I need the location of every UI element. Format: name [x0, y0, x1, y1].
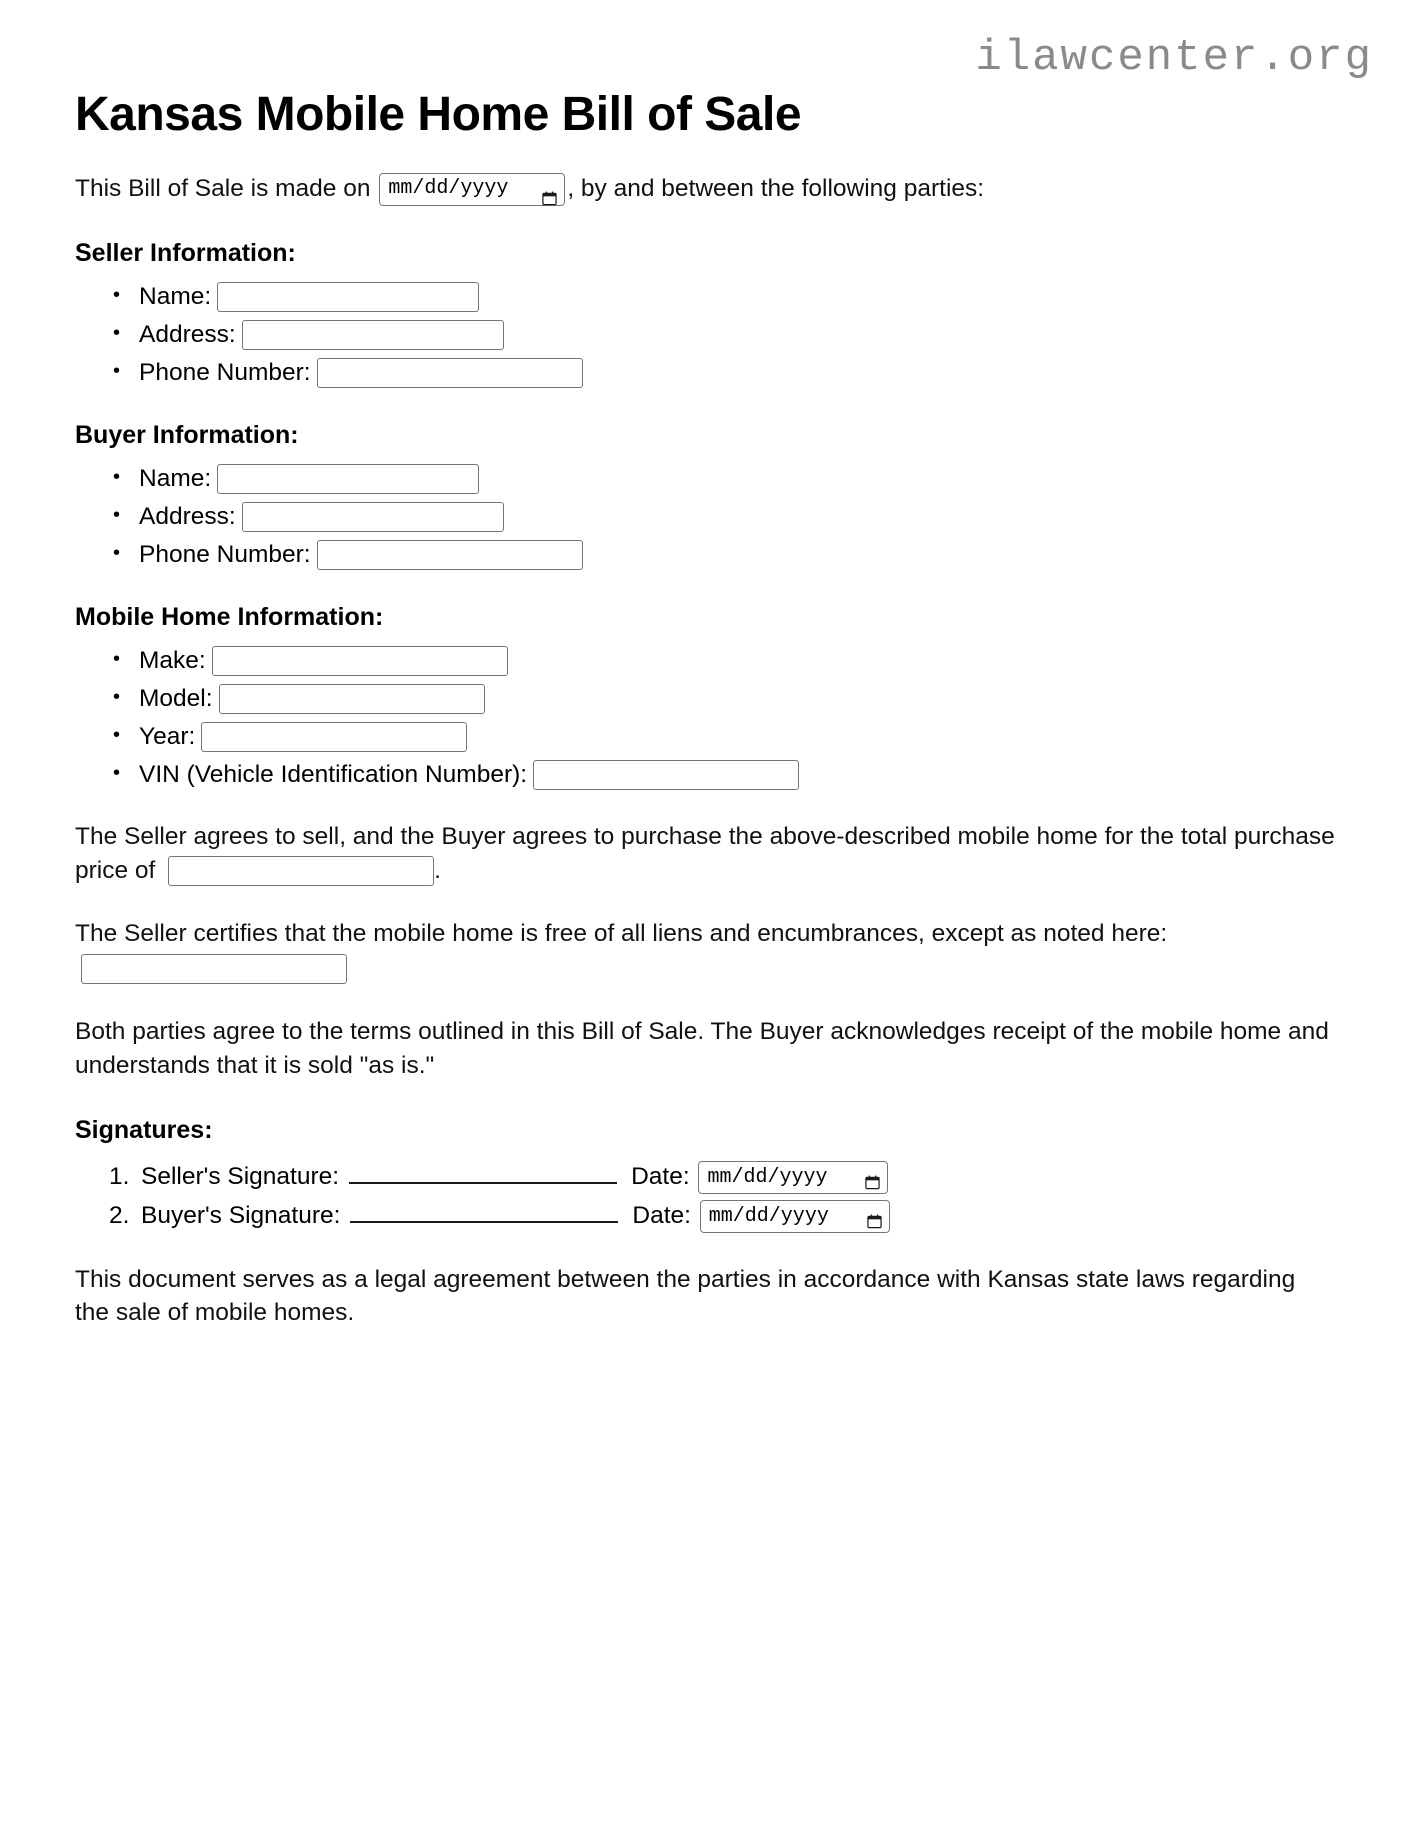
calendar-icon	[542, 182, 557, 197]
vin-label: VIN (Vehicle Identification Number):	[139, 760, 528, 788]
list-item	[113, 502, 1336, 532]
calendar-icon	[867, 1209, 882, 1224]
purchase-price-text: The Seller agrees to sell, and the Buyer agrees to purchase the above-described mobile home for the total purchase price of	[75, 822, 1335, 884]
purchase-price-paragraph	[75, 820, 1336, 888]
purchase-price-period: .	[434, 856, 441, 884]
terms-paragraph: Both parties agree to the terms outlined in this Bill of Sale. The Buyer acknowledges receipt of the mobile home and understands that it is sold "as is."	[75, 1017, 1329, 1079]
signatures-section-heading: Signatures:	[75, 1115, 213, 1144]
buyer-signature-blank[interactable]	[350, 1203, 618, 1223]
buyer-section-heading: Buyer Information:	[75, 420, 299, 449]
vin-input[interactable]	[533, 760, 799, 790]
list-item	[113, 358, 1336, 388]
list-item	[113, 722, 1336, 752]
intro-text-before: This Bill of Sale is made on	[75, 174, 371, 202]
seller-signature-label: Seller's Signature:	[141, 1162, 340, 1190]
model-input[interactable]	[219, 684, 485, 714]
buyer-signature-label: Buyer's Signature:	[141, 1201, 341, 1229]
list-item	[109, 1161, 1336, 1194]
list-item	[113, 646, 1336, 676]
year-label: Year:	[139, 722, 196, 750]
list-item	[113, 540, 1336, 570]
agreement-date-input[interactable]	[379, 173, 565, 206]
liens-paragraph	[75, 917, 1336, 985]
intro-text-after: , by and between the following parties:	[567, 174, 985, 202]
list-item	[113, 320, 1336, 350]
list-item	[113, 760, 1336, 790]
footer-paragraph: This document serves as a legal agreement between the parties in accordance with Kansas state laws regarding the sale of mobile homes.	[75, 1265, 1296, 1327]
list-item	[113, 684, 1336, 714]
buyer-date-value: mm/dd/yyyy	[708, 1204, 829, 1228]
model-label: Model:	[139, 684, 213, 712]
make-label: Make:	[139, 646, 206, 674]
seller-address-label: Address:	[139, 320, 236, 348]
buyer-date-label: Date:	[632, 1201, 691, 1229]
page-title: Kansas Mobile Home Bill of Sale	[75, 88, 802, 141]
signature-list	[75, 1161, 1336, 1233]
list-item	[113, 464, 1336, 494]
buyer-phone-label: Phone Number:	[139, 540, 311, 568]
seller-field-list	[75, 282, 1336, 388]
seller-date-label: Date:	[631, 1162, 690, 1190]
site-watermark: ilawcenter.org	[975, 33, 1373, 83]
calendar-icon	[865, 1170, 880, 1185]
seller-name-input[interactable]	[217, 282, 479, 312]
year-input[interactable]	[201, 722, 467, 752]
buyer-name-label: Name:	[139, 464, 212, 492]
buyer-date-input[interactable]	[700, 1200, 890, 1233]
purchase-price-input[interactable]	[168, 856, 434, 886]
seller-date-input[interactable]	[698, 1161, 888, 1194]
seller-address-input[interactable]	[242, 320, 504, 350]
list-item	[113, 282, 1336, 312]
liens-input[interactable]	[81, 954, 347, 984]
buyer-phone-input[interactable]	[317, 540, 583, 570]
seller-date-value: mm/dd/yyyy	[707, 1165, 828, 1189]
mobile-home-field-list	[75, 646, 1336, 790]
list-item	[109, 1200, 1336, 1233]
agreement-date-value: mm/dd/yyyy	[388, 177, 509, 201]
liens-text: The Seller certifies that the mobile home is free of all liens and encumbrances, except as noted here:	[75, 920, 1168, 948]
seller-phone-input[interactable]	[317, 358, 583, 388]
seller-phone-label: Phone Number:	[139, 358, 311, 386]
make-input[interactable]	[212, 646, 508, 676]
buyer-address-label: Address:	[139, 502, 236, 530]
seller-name-label: Name:	[139, 282, 212, 310]
seller-signature-blank[interactable]	[349, 1164, 617, 1184]
mobile-home-section-heading: Mobile Home Information:	[75, 602, 384, 631]
buyer-name-input[interactable]	[217, 464, 479, 494]
intro-paragraph	[75, 172, 1336, 206]
buyer-field-list	[75, 464, 1336, 570]
buyer-address-input[interactable]	[242, 502, 504, 532]
seller-section-heading: Seller Information:	[75, 238, 296, 267]
